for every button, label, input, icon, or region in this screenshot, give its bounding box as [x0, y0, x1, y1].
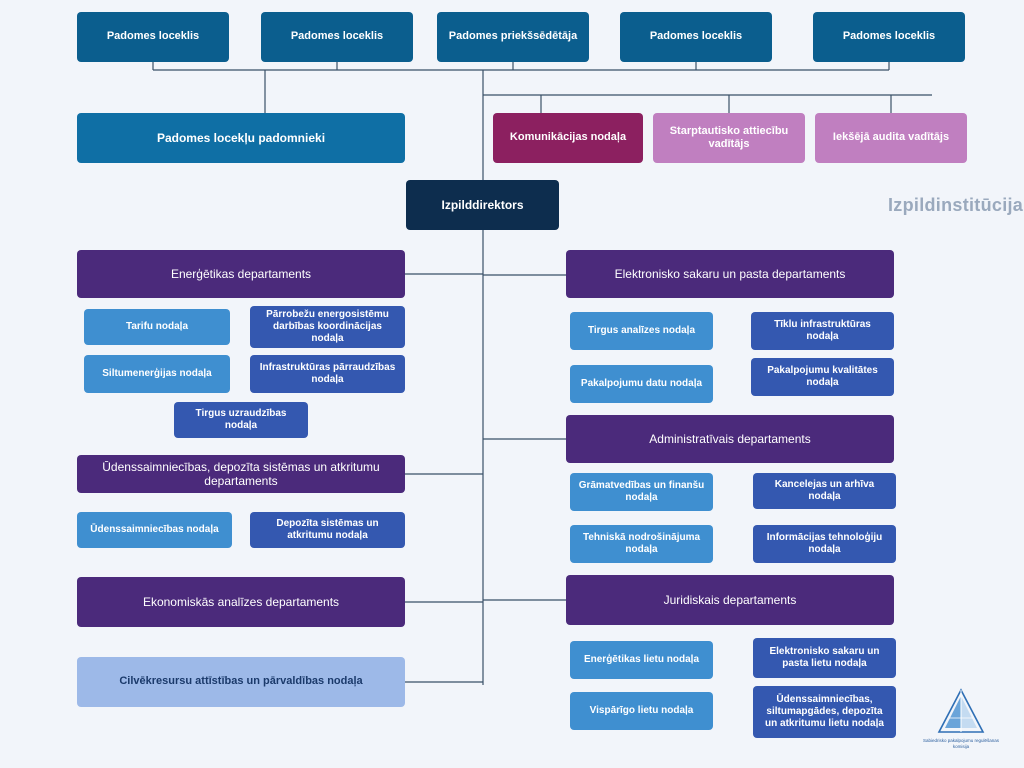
- unit-depozita-sistemas-un-atkritumu-nodala: Depozīta sistēmas un atkritumu nodaļa: [250, 512, 405, 548]
- unit-ener-etikas-lietu-nodala: Enerģētikas lietu nodaļa: [570, 641, 713, 679]
- department-elektronisko-sakaru-un-pasta-departaments: Elektronisko sakaru un pasta departaments: [566, 250, 894, 298]
- board-member-padomes-priekssedetaja: Padomes priekšsēdētāja: [437, 12, 589, 62]
- board-member-padomes-loceklis: Padomes loceklis: [813, 12, 965, 62]
- board-member-padomes-loceklis: Padomes loceklis: [620, 12, 772, 62]
- board-member-padomes-loceklis: Padomes loceklis: [77, 12, 229, 62]
- unit-visparigo-lietu-nodala: Vispārīgo lietu nodaļa: [570, 692, 713, 730]
- unit-tehniska-nodrosinajuma-nodala: Tehniskā nodrošinājuma nodaļa: [570, 525, 713, 563]
- unit-infrastrukturas-parraudzibas-nodala: Infrastruktūras pārraudzības nodaļa: [250, 355, 405, 393]
- logo-caption: Sabiedrisko pakalpojumu regulēšanas komisija: [922, 738, 1000, 750]
- unit-elektronisko-sakaru-un-pasta-lietu-nodala: Elektronisko sakaru un pasta lietu nodaļa: [753, 638, 896, 678]
- staff-unit-starptautisko-attiecibu-vaditajs: Starptautisko attiecību vadītājs: [653, 113, 805, 163]
- staff-unit-iekseja-audita-vaditajs: Iekšējā audita vadītājs: [815, 113, 967, 163]
- unit-kancelejas-un-arhiva-nodala: Kancelejas un arhīva nodaļa: [753, 473, 896, 509]
- unit-siltumener-ijas-nodala: Siltumenerģijas nodaļa: [84, 355, 230, 393]
- staff-unit-komunikacijas-nodala: Komunikācijas nodaļa: [493, 113, 643, 163]
- unit-parrobezu-energosistemu-darbibas-koordinacijas-n: Pārrobežu energosistēmu darbības koordinācijas nodaļa: [250, 306, 405, 348]
- unit-tirgus-analizes-nodala: Tirgus analīzes nodaļa: [570, 312, 713, 350]
- department-administrativais-departaments: Administratīvais departaments: [566, 415, 894, 463]
- unit-tarifu-nodala: Tarifu nodaļa: [84, 309, 230, 345]
- triangle-logo-icon: [936, 688, 986, 736]
- unit-informacijas-tehnolo-iju-nodala: Informācijas tehnoloģiju nodaļa: [753, 525, 896, 563]
- executive-izpilddirektors: Izpilddirektors: [406, 180, 559, 230]
- unit-tiklu-infrastrukturas-nodala: Tīklu infrastruktūras nodaļa: [751, 312, 894, 350]
- unit-udenssaimniecibas-nodala: Ūdenssaimniecības nodaļa: [77, 512, 232, 548]
- board-member-padomes-loceklis: Padomes loceklis: [261, 12, 413, 62]
- department-juridiskais-departaments: Juridiskais departaments: [566, 575, 894, 625]
- regulator-logo: [920, 678, 1002, 750]
- unit-pakalpojumu-kvalitates-nodala: Pakalpojumu kvalitātes nodaļa: [751, 358, 894, 396]
- unit-udenssaimniecibas-siltumapgades-depozita-un-atkr: Ūdenssaimniecības, siltumapgādes, depozīta un atkritumu lietu nodaļa: [753, 686, 896, 738]
- unit-pakalpojumu-datu-nodala: Pakalpojumu datu nodaļa: [570, 365, 713, 403]
- unit-padomes-loceklu-padomnieki: Padomes locekļu padomnieki: [77, 113, 405, 163]
- unit-gramatvedibas-un-finansu-nodala: Grāmatvedības un finanšu nodaļa: [570, 473, 713, 511]
- department-ekonomiskas-analizes-departaments: Ekonomiskās analīzes departaments: [77, 577, 405, 627]
- department-udenssaimniecibas-depozita-sistemas-un-atkritumu: Ūdenssaimniecības, depozīta sistēmas un atkritumu departaments: [77, 455, 405, 493]
- section-label-executive-institution: Izpildinstitūcija: [888, 195, 1024, 215]
- unit-tirgus-uzraudzibas-nodala: Tirgus uzraudzības nodaļa: [174, 402, 308, 438]
- department-ener-etikas-departaments: Enerģētikas departaments: [77, 250, 405, 298]
- unit-cilvekresursu-attistibas-un-parvaldibas-nodala: Cilvēkresursu attīstības un pārvaldības nodaļa: [77, 657, 405, 707]
